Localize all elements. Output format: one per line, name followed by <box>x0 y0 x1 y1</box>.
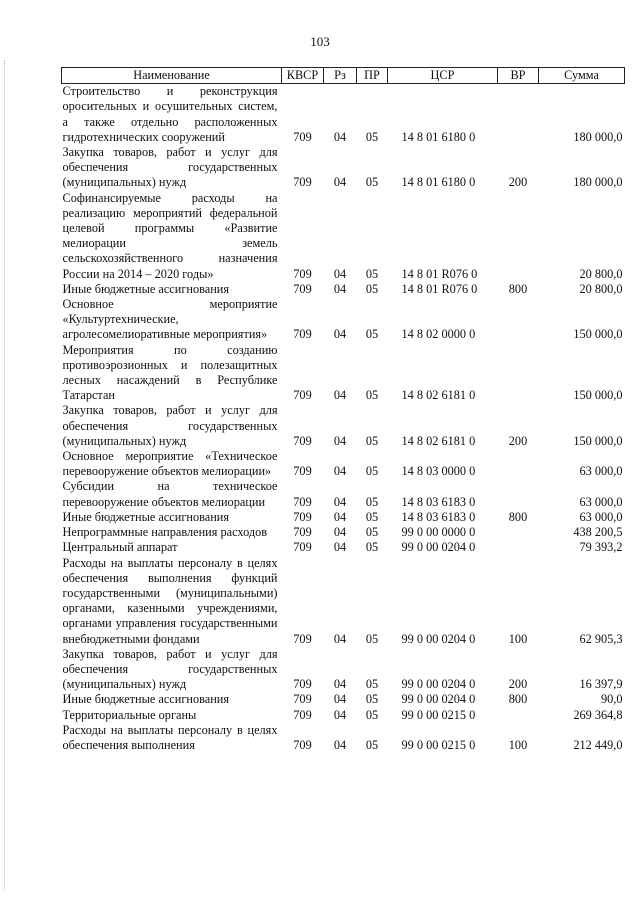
cell-sum: 63 000,0 <box>579 464 623 479</box>
cell-vr <box>498 84 539 145</box>
cell-kvsr: 709 <box>293 692 312 707</box>
cell-name: Непрограммные направления расходов <box>62 525 268 540</box>
cell-kvsr: 709 <box>293 737 312 752</box>
cell-kvsr: 709 <box>293 281 312 296</box>
cell-sum: 150 000,0 <box>573 433 623 448</box>
cell-vr <box>498 449 539 479</box>
cell-kvsr: 709 <box>293 540 312 555</box>
cell-kvsr: 709 <box>293 494 312 509</box>
cell-sum: 90,0 <box>600 692 623 707</box>
cell-sum: 212 449,0 <box>573 737 623 752</box>
cell-sum: 20 800,0 <box>579 266 623 281</box>
cell-kvsr: 709 <box>293 707 312 722</box>
cell-pr: 05 <box>365 707 379 722</box>
cell-name: Центральный аппарат <box>62 540 178 555</box>
table-row <box>62 692 625 707</box>
cell-kvsr: 709 <box>293 388 312 403</box>
cell-name: Закупка товаров, работ и услуг для обеспечения государственных (муниципальных) нужд <box>62 403 278 448</box>
cell-csr: 99 0 00 0215 0 <box>401 737 476 752</box>
cell-rz: 04 <box>333 388 347 403</box>
cell-name: Софинансируемые расходы на реализацию мероприятий федеральной целевой программы «Развитие мелиорации земель сельскохозяйственного назначения России на 2014 – 2020 годы» <box>62 190 278 281</box>
page-number: 103 <box>310 34 330 49</box>
cell-vr: 200 <box>508 175 528 190</box>
cell-pr: 05 <box>365 327 379 342</box>
table-row <box>62 708 625 723</box>
cell-name: Закупка товаров, работ и услуг для обеспечения государственных (муниципальных) нужд <box>62 145 278 190</box>
cell-name: Мероприятия по созданию противоэрозионных и полезащитных лесных насаждений в Республике Татарстан <box>62 342 278 403</box>
cell-pr: 05 <box>365 540 379 555</box>
table-row <box>62 449 625 479</box>
cell-sum: 180 000,0 <box>573 129 623 144</box>
cell-sum: 438 200,5 <box>573 525 623 540</box>
table-row <box>62 297 625 343</box>
cell-vr <box>498 191 539 282</box>
cell-sum: 79 393,2 <box>579 540 623 555</box>
cell-sum: 180 000,0 <box>573 175 623 190</box>
cell-vr: 100 <box>508 737 528 752</box>
cell-rz: 04 <box>333 433 347 448</box>
left-margin-dotted-line <box>4 60 7 890</box>
cell-vr: 200 <box>508 677 528 692</box>
cell-vr: 100 <box>508 631 528 646</box>
header-sum: Сумма <box>539 68 625 84</box>
budget-table <box>61 67 625 753</box>
cell-pr: 05 <box>365 525 379 540</box>
cell-kvsr: 709 <box>293 525 312 540</box>
cell-pr: 05 <box>365 631 379 646</box>
cell-pr: 05 <box>365 129 379 144</box>
cell-pr: 05 <box>365 737 379 752</box>
header-csr: ЦСР <box>388 68 498 84</box>
cell-vr: 800 <box>508 692 528 707</box>
cell-vr: 800 <box>508 509 528 524</box>
cell-name: Территориальные органы <box>62 707 197 722</box>
cell-name: Иные бюджетные ассигнования <box>62 281 230 296</box>
cell-vr <box>498 525 539 540</box>
header-pr: ПР <box>357 68 388 84</box>
cell-sum: 150 000,0 <box>573 327 623 342</box>
cell-sum: 269 364,8 <box>573 707 623 722</box>
cell-rz: 04 <box>333 129 347 144</box>
header-name: Наименование <box>62 68 282 84</box>
cell-csr: 14 8 01 6180 0 <box>401 129 476 144</box>
cell-sum: 150 000,0 <box>573 388 623 403</box>
table-row <box>62 84 625 145</box>
cell-kvsr: 709 <box>293 631 312 646</box>
table-row <box>62 403 625 449</box>
cell-name: Расходы на выплаты персоналу в целях обеспечения выполнения функций государственными (муниципальными) органами, казенными учреждениями, органами управления государственными внебюджетными фондами <box>62 555 278 646</box>
cell-kvsr: 709 <box>293 129 312 144</box>
cell-csr: 14 8 03 0000 0 <box>401 464 476 479</box>
cell-csr: 14 8 01 R076 0 <box>401 281 478 296</box>
cell-kvsr: 709 <box>293 266 312 281</box>
table-header <box>62 68 625 84</box>
table-row <box>62 556 625 647</box>
header-row <box>62 68 625 84</box>
cell-csr: 99 0 00 0204 0 <box>401 631 476 646</box>
header-kvsr: КВСР <box>282 68 324 84</box>
cell-sum: 63 000,0 <box>579 494 623 509</box>
header-vr: ВР <box>498 68 539 84</box>
cell-name: Закупка товаров, работ и услуг для обеспечения государственных (муниципальных) нужд <box>62 646 278 692</box>
cell-csr: 99 0 00 0000 0 <box>401 525 476 540</box>
cell-vr <box>498 479 539 509</box>
cell-rz: 04 <box>333 509 347 524</box>
cell-csr: 99 0 00 0204 0 <box>401 692 476 707</box>
cell-vr <box>498 297 539 343</box>
cell-csr: 14 8 01 R076 0 <box>401 266 478 281</box>
table-row <box>62 282 625 297</box>
cell-vr <box>498 708 539 723</box>
cell-kvsr: 709 <box>293 677 312 692</box>
cell-rz: 04 <box>333 692 347 707</box>
cell-name: Иные бюджетные ассигнования <box>62 509 230 524</box>
cell-rz: 04 <box>333 677 347 692</box>
cell-rz: 04 <box>333 464 347 479</box>
cell-name: Субсидии на техническое перевооружение объектов мелиорации <box>62 479 278 509</box>
cell-kvsr: 709 <box>293 464 312 479</box>
cell-rz: 04 <box>333 175 347 190</box>
cell-vr <box>498 343 539 404</box>
cell-rz: 04 <box>333 707 347 722</box>
cell-vr: 800 <box>508 281 528 296</box>
cell-pr: 05 <box>365 464 379 479</box>
table-row <box>62 145 625 191</box>
table-row <box>62 647 625 693</box>
cell-vr <box>498 540 539 555</box>
cell-name: Основное мероприятие «Техническое перевооружение объектов мелиорации» <box>62 449 278 479</box>
budget-table-container <box>61 67 624 753</box>
cell-name: Иные бюджетные ассигнования <box>62 692 230 707</box>
cell-name: Основное мероприятие «Культуртехнические, агролесомелиоративные мероприятия» <box>62 297 278 342</box>
cell-pr: 05 <box>365 388 379 403</box>
cell-pr: 05 <box>365 433 379 448</box>
cell-csr: 14 8 02 6181 0 <box>401 433 476 448</box>
cell-pr: 05 <box>365 494 379 509</box>
cell-csr: 14 8 01 6180 0 <box>401 175 476 190</box>
cell-pr: 05 <box>365 281 379 296</box>
cell-sum: 62 905,3 <box>579 631 623 646</box>
table-body <box>62 84 625 753</box>
cell-rz: 04 <box>333 266 347 281</box>
cell-rz: 04 <box>333 327 347 342</box>
cell-csr: 99 0 00 0204 0 <box>401 677 476 692</box>
cell-kvsr: 709 <box>293 327 312 342</box>
cell-rz: 04 <box>333 525 347 540</box>
table-row <box>62 525 625 540</box>
header-rz: Рз <box>324 68 357 84</box>
cell-rz: 04 <box>333 631 347 646</box>
cell-csr: 99 0 00 0215 0 <box>401 707 476 722</box>
table-row <box>62 191 625 282</box>
cell-name: Строительство и реконструкция оросительных и осушительных систем, а также отдельно расположенных гидротехнических сооружений <box>62 84 278 144</box>
cell-csr: 14 8 02 6181 0 <box>401 388 476 403</box>
cell-sum: 63 000,0 <box>579 509 623 524</box>
cell-rz: 04 <box>333 494 347 509</box>
cell-pr: 05 <box>365 509 379 524</box>
cell-csr: 99 0 00 0204 0 <box>401 540 476 555</box>
cell-kvsr: 709 <box>293 175 312 190</box>
cell-csr: 14 8 03 6183 0 <box>401 494 476 509</box>
cell-pr: 05 <box>365 677 379 692</box>
cell-pr: 05 <box>365 266 379 281</box>
table-row <box>62 723 625 753</box>
cell-rz: 04 <box>333 281 347 296</box>
table-row <box>62 540 625 555</box>
cell-rz: 04 <box>333 540 347 555</box>
table-row <box>62 510 625 525</box>
cell-sum: 20 800,0 <box>579 281 623 296</box>
cell-name: Расходы на выплаты персоналу в целях обеспечения выполнения <box>62 722 278 752</box>
cell-rz: 04 <box>333 737 347 752</box>
cell-vr: 200 <box>508 433 528 448</box>
cell-sum: 16 397,9 <box>579 677 623 692</box>
table-row <box>62 343 625 404</box>
cell-kvsr: 709 <box>293 433 312 448</box>
table-row <box>62 479 625 509</box>
cell-csr: 14 8 02 0000 0 <box>401 327 476 342</box>
cell-pr: 05 <box>365 175 379 190</box>
cell-pr: 05 <box>365 692 379 707</box>
cell-csr: 14 8 03 6183 0 <box>401 509 476 524</box>
cell-kvsr: 709 <box>293 509 312 524</box>
